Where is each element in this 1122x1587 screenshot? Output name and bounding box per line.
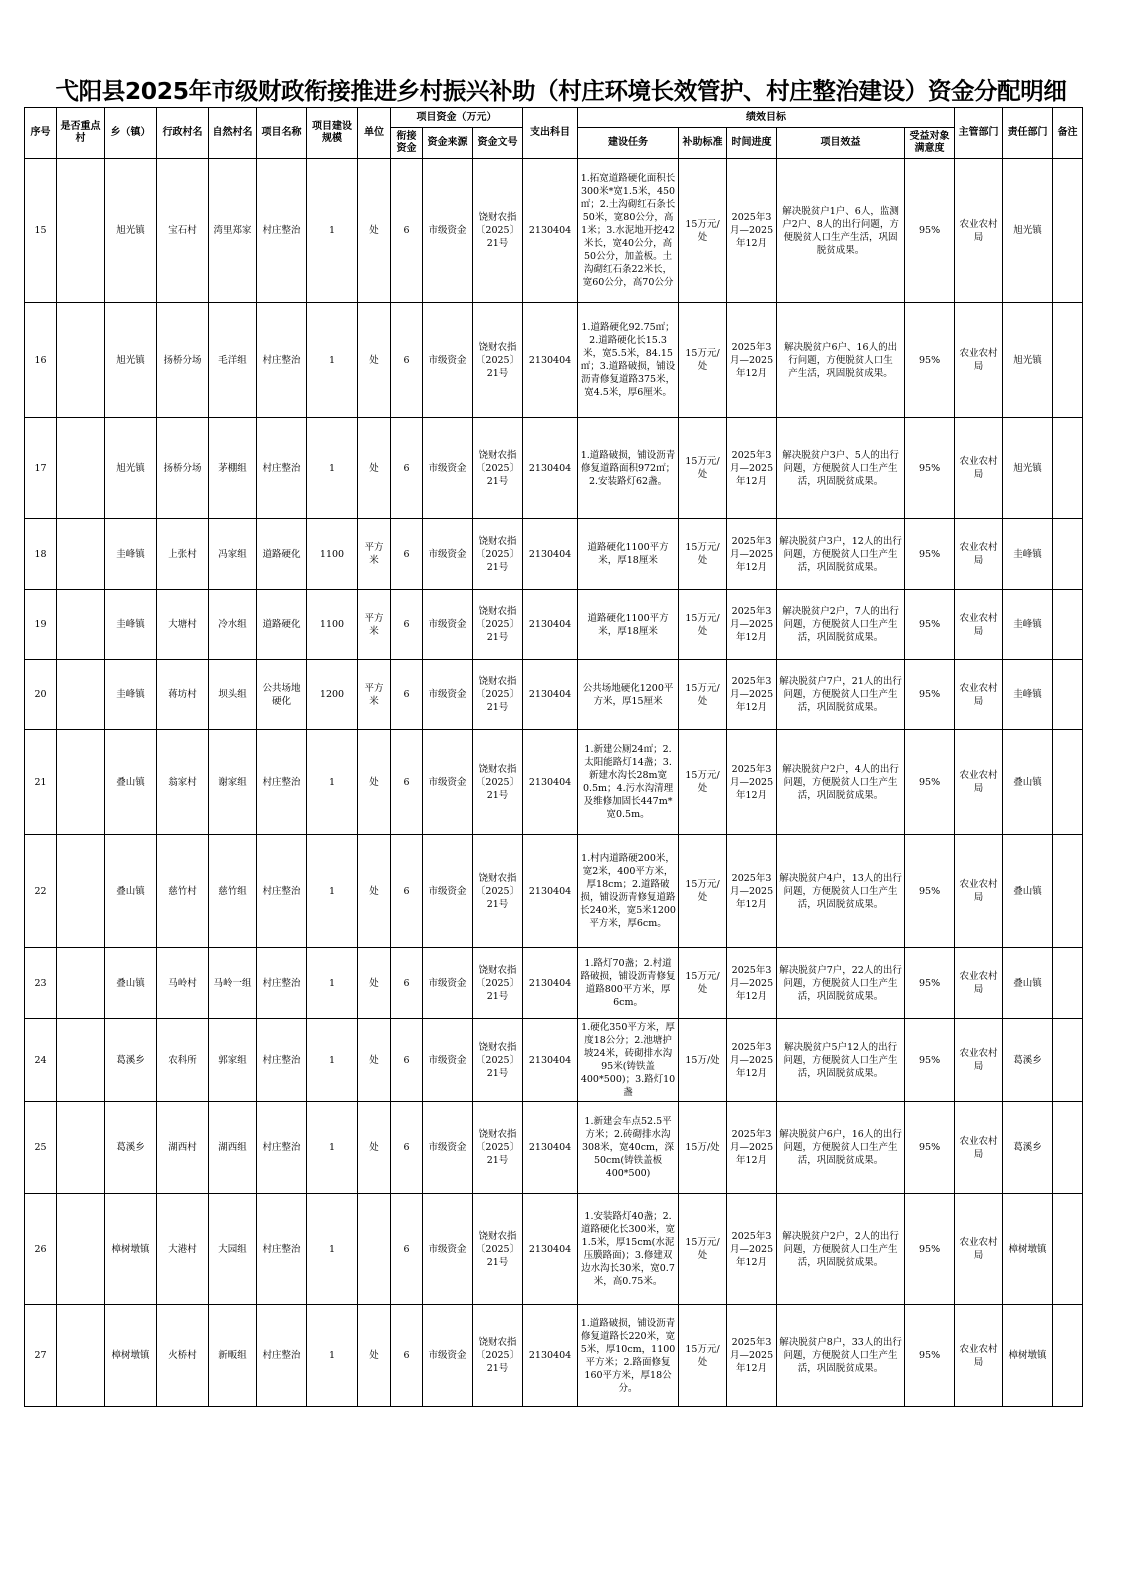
task-cell: 1.新建公厕24㎡；2.太阳能路灯14盏；3.新建水沟长28m宽0.5m；4.污水沟清理及维修加固长447m*宽0.5m。 <box>578 730 679 835</box>
task-cell: 道路硬化1100平方米，厚18厘米 <box>578 590 679 660</box>
admin-village-cell: 扬桥分场 <box>157 418 209 519</box>
resp-cell: 叠山镇 <box>1003 835 1053 948</box>
task-cell: 1.路灯70盏；2.村道路破损，铺设沥青修复道路800平方米，厚6cm。 <box>578 948 679 1019</box>
standard-cell: 15万元/处 <box>679 1194 727 1305</box>
unit-cell: 处 <box>358 1305 391 1407</box>
remark-cell <box>1053 948 1083 1019</box>
remark-cell <box>1053 835 1083 948</box>
natural-village-cell: 谢家组 <box>209 730 257 835</box>
natural-village-cell: 湖西组 <box>209 1102 257 1194</box>
natural-village-cell: 坝头组 <box>209 660 257 730</box>
schedule-cell: 2025年3月—2025年12月 <box>727 948 777 1019</box>
project-name-cell: 村庄整治 <box>257 303 307 418</box>
dept-cell: 农业农村局 <box>955 418 1003 519</box>
funds-source-cell: 市级资金 <box>423 159 473 303</box>
standard-cell: 15万元/处 <box>679 660 727 730</box>
standard-cell: 15万元/处 <box>679 835 727 948</box>
header-task: 建设任务 <box>578 128 679 159</box>
township-cell: 圭峰镇 <box>105 519 157 590</box>
header-funds-group: 项目资金（万元） <box>391 108 523 128</box>
seq-cell: 19 <box>25 590 57 660</box>
resp-cell: 樟树墩镇 <box>1003 1305 1053 1407</box>
key-village-cell <box>57 303 105 418</box>
remark-cell <box>1053 1194 1083 1305</box>
seq-cell: 15 <box>25 159 57 303</box>
remark-cell <box>1053 303 1083 418</box>
township-cell: 圭峰镇 <box>105 660 157 730</box>
resp-cell: 圭峰镇 <box>1003 519 1053 590</box>
satisfaction-cell: 95% <box>905 948 955 1019</box>
standard-cell: 15万元/处 <box>679 948 727 1019</box>
funds-doc-cell: 饶财农指 〔2025〕 21号 <box>473 418 523 519</box>
resp-cell: 圭峰镇 <box>1003 590 1053 660</box>
scale-cell: 1200 <box>307 660 358 730</box>
schedule-cell: 2025年3月—2025年12月 <box>727 159 777 303</box>
dept-cell: 农业农村局 <box>955 1305 1003 1407</box>
admin-village-cell: 大港村 <box>157 1194 209 1305</box>
standard-cell: 15万元/处 <box>679 519 727 590</box>
resp-cell: 樟树墩镇 <box>1003 1194 1053 1305</box>
expense-code-cell: 2130404 <box>523 1305 578 1407</box>
resp-cell: 叠山镇 <box>1003 948 1053 1019</box>
header-unit: 单位 <box>358 108 391 159</box>
natural-village-cell: 大园组 <box>209 1194 257 1305</box>
standard-cell: 15万元/处 <box>679 590 727 660</box>
township-cell: 旭光镇 <box>105 418 157 519</box>
schedule-cell: 2025年3月—2025年12月 <box>727 590 777 660</box>
admin-village-cell: 宝石村 <box>157 159 209 303</box>
funds-source-cell: 市级资金 <box>423 519 473 590</box>
seq-cell: 24 <box>25 1019 57 1102</box>
table-row <box>25 519 1083 590</box>
header-township: 乡（镇） <box>105 108 157 159</box>
project-name-cell: 道路硬化 <box>257 519 307 590</box>
admin-village-cell: 翁家村 <box>157 730 209 835</box>
township-cell: 葛溪乡 <box>105 1019 157 1102</box>
remark-cell <box>1053 1019 1083 1102</box>
funds-source-cell: 市级资金 <box>423 1305 473 1407</box>
table-row <box>25 835 1083 948</box>
key-village-cell <box>57 1019 105 1102</box>
project-name-cell: 村庄整治 <box>257 1194 307 1305</box>
funds-doc-cell: 饶财农指 〔2025〕 21号 <box>473 948 523 1019</box>
township-cell: 旭光镇 <box>105 159 157 303</box>
project-name-cell: 村庄整治 <box>257 730 307 835</box>
natural-village-cell: 郭家组 <box>209 1019 257 1102</box>
satisfaction-cell: 95% <box>905 159 955 303</box>
township-cell: 旭光镇 <box>105 303 157 418</box>
funds-source-cell: 市级资金 <box>423 660 473 730</box>
standard-cell: 15万/处 <box>679 1019 727 1102</box>
header-scale: 项目建设规模 <box>307 108 358 159</box>
schedule-cell: 2025年3月—2025年12月 <box>727 303 777 418</box>
table-row <box>25 418 1083 519</box>
natural-village-cell: 冯家组 <box>209 519 257 590</box>
resp-cell: 圭峰镇 <box>1003 660 1053 730</box>
expense-code-cell: 2130404 <box>523 1194 578 1305</box>
admin-village-cell: 农科所 <box>157 1019 209 1102</box>
expense-code-cell: 2130404 <box>523 418 578 519</box>
header-project-name: 项目名称 <box>257 108 307 159</box>
natural-village-cell: 慈竹组 <box>209 835 257 948</box>
header-perf-group: 绩效目标 <box>578 108 955 128</box>
funds-amount-cell: 6 <box>391 1194 423 1305</box>
funds-source-cell: 市级资金 <box>423 590 473 660</box>
funds-doc-cell: 饶财农指 〔2025〕 21号 <box>473 835 523 948</box>
scale-cell: 1 <box>307 948 358 1019</box>
benefit-cell: 解决脱贫户3户、5人的出行 问题，方便脱贫人口生产生 活，巩固脱贫成果。 <box>777 418 905 519</box>
funds-doc-cell: 饶财农指 〔2025〕 21号 <box>473 159 523 303</box>
project-name-cell: 村庄整治 <box>257 835 307 948</box>
header-benefit: 项目效益 <box>777 128 905 159</box>
standard-cell: 15万/处 <box>679 1102 727 1194</box>
resp-cell: 旭光镇 <box>1003 303 1053 418</box>
task-cell: 道路硬化1100平方米，厚18厘米 <box>578 519 679 590</box>
header-key-village: 是否重点村 <box>57 108 105 159</box>
expense-code-cell: 2130404 <box>523 835 578 948</box>
benefit-cell: 解决脱贫户4户，13人的出行 问题，方便脱贫人口生产生 活，巩固脱贫成果。 <box>777 835 905 948</box>
dept-cell: 农业农村局 <box>955 1102 1003 1194</box>
expense-code-cell: 2130404 <box>523 1019 578 1102</box>
expense-code-cell: 2130404 <box>523 660 578 730</box>
benefit-cell: 解决脱贫户2户，4人的出行 问题，方便脱贫人口生产生 活，巩固脱贫成果。 <box>777 730 905 835</box>
funds-source-cell: 市级资金 <box>423 303 473 418</box>
unit-cell <box>358 1194 391 1305</box>
benefit-cell: 解决脱贫户1户、6人，监测 户2户、8人的出行问题，方 便脱贫人口生产生活，巩固 脱贫成果。 <box>777 159 905 303</box>
project-name-cell: 村庄整治 <box>257 159 307 303</box>
table-row <box>25 730 1083 835</box>
schedule-cell: 2025年3月—2025年12月 <box>727 835 777 948</box>
admin-village-cell: 湖西村 <box>157 1102 209 1194</box>
task-cell: 1.道路硬化92.75㎡；2.道路硬化长15.3米，宽5.5米，84.15㎡；3.道路破损，铺设沥青修复道路375米，宽4.5米，厚6厘米。 <box>578 303 679 418</box>
unit-cell: 处 <box>358 1102 391 1194</box>
header-natural-village: 自然村名 <box>209 108 257 159</box>
funds-source-cell: 市级资金 <box>423 835 473 948</box>
township-cell: 樟树墩镇 <box>105 1305 157 1407</box>
remark-cell <box>1053 730 1083 835</box>
benefit-cell: 解决脱贫户6户、16人的出 行问题，方便脱贫人口生 产生活，巩固脱贫成果。 <box>777 303 905 418</box>
benefit-cell: 解决脱贫户2户，2人的出行 问题，方便脱贫人口生产生 活，巩固脱贫成果。 <box>777 1194 905 1305</box>
table-row <box>25 1305 1083 1407</box>
scale-cell: 1 <box>307 1102 358 1194</box>
benefit-cell: 解决脱贫户8户，33人的出行 问题，方便脱贫人口生产生 活，巩固脱贫成果。 <box>777 1305 905 1407</box>
funds-amount-cell: 6 <box>391 948 423 1019</box>
dept-cell: 农业农村局 <box>955 1019 1003 1102</box>
scale-cell: 1 <box>307 1019 358 1102</box>
schedule-cell: 2025年3月—2025年12月 <box>727 418 777 519</box>
funds-source-cell: 市级资金 <box>423 948 473 1019</box>
table-row <box>25 660 1083 730</box>
dept-cell: 农业农村局 <box>955 660 1003 730</box>
funds-amount-cell: 6 <box>391 730 423 835</box>
task-cell: 1.新建会车点52.5平方米；2.砖砌排水沟308米，宽40cm，深50cm(铸铁盖板400*500) <box>578 1102 679 1194</box>
header-expense-code: 支出科目 <box>523 108 578 159</box>
admin-village-cell: 蒋坊村 <box>157 660 209 730</box>
funds-amount-cell: 6 <box>391 519 423 590</box>
table-row <box>25 948 1083 1019</box>
funds-doc-cell: 饶财农指 〔2025〕 21号 <box>473 1019 523 1102</box>
dept-cell: 农业农村局 <box>955 303 1003 418</box>
resp-cell: 葛溪乡 <box>1003 1019 1053 1102</box>
satisfaction-cell: 95% <box>905 1194 955 1305</box>
funds-doc-cell: 饶财农指 〔2025〕 21号 <box>473 660 523 730</box>
satisfaction-cell: 95% <box>905 660 955 730</box>
header-seq: 序号 <box>25 108 57 159</box>
header-schedule: 时间进度 <box>727 128 777 159</box>
remark-cell <box>1053 519 1083 590</box>
resp-cell: 旭光镇 <box>1003 159 1053 303</box>
satisfaction-cell: 95% <box>905 418 955 519</box>
key-village-cell <box>57 159 105 303</box>
benefit-cell: 解决脱贫户5户12人的出行 问题，方便脱贫人口生产生 活，巩固脱贫成果。 <box>777 1019 905 1102</box>
header-funds-amount: 衔接资金 <box>391 128 423 159</box>
funds-doc-cell: 饶财农指 〔2025〕 21号 <box>473 590 523 660</box>
expense-code-cell: 2130404 <box>523 1102 578 1194</box>
header-funds-source: 资金来源 <box>423 128 473 159</box>
seq-cell: 21 <box>25 730 57 835</box>
schedule-cell: 2025年3月—2025年12月 <box>727 1019 777 1102</box>
resp-cell: 葛溪乡 <box>1003 1102 1053 1194</box>
natural-village-cell: 毛洋组 <box>209 303 257 418</box>
allocation-table <box>24 107 1083 1407</box>
scale-cell: 1 <box>307 835 358 948</box>
expense-code-cell: 2130404 <box>523 303 578 418</box>
funds-amount-cell: 6 <box>391 1102 423 1194</box>
dept-cell: 农业农村局 <box>955 159 1003 303</box>
funds-doc-cell: 饶财农指 〔2025〕 21号 <box>473 1194 523 1305</box>
task-cell: 1.拓宽道路硬化面积长300米*宽1.5米，450㎡；2.土沟砌红石条长50米，宽80公分，高1米；3.水泥地开挖42米长，宽40公分，高50公分，加盖板。土沟砌红石条22米长，宽60公分，高70公分 <box>578 159 679 303</box>
remark-cell <box>1053 590 1083 660</box>
task-cell: 1.道路破损，铺设沥青修复道路长220米，宽5米，厚10cm，1100平方米；2.路面修复160平方米，厚18公分。 <box>578 1305 679 1407</box>
header-resp: 责任部门 <box>1003 108 1053 159</box>
expense-code-cell: 2130404 <box>523 590 578 660</box>
funds-amount-cell: 6 <box>391 159 423 303</box>
seq-cell: 16 <box>25 303 57 418</box>
schedule-cell: 2025年3月—2025年12月 <box>727 1305 777 1407</box>
table-row <box>25 1102 1083 1194</box>
task-cell: 1.安装路灯40盏；2.道路硬化长300米，宽1.5米，厚15cm(水泥压膜路面)；3.修建双边水沟长30米，宽0.7米，高0.75米。 <box>578 1194 679 1305</box>
funds-source-cell: 市级资金 <box>423 730 473 835</box>
seq-cell: 27 <box>25 1305 57 1407</box>
project-name-cell: 村庄整治 <box>257 418 307 519</box>
unit-cell: 处 <box>358 948 391 1019</box>
seq-cell: 25 <box>25 1102 57 1194</box>
scale-cell: 1 <box>307 159 358 303</box>
schedule-cell: 2025年3月—2025年12月 <box>727 1194 777 1305</box>
scale-cell: 1 <box>307 730 358 835</box>
benefit-cell: 解决脱贫户6户，16人的出行 问题，方便脱贫人口生产生 活，巩固脱贫成果。 <box>777 1102 905 1194</box>
unit-cell: 平方米 <box>358 590 391 660</box>
page-title: 弋阳县2025年市级财政衔接推进乡村振兴补助（村庄环境长效管护、村庄整治建设）资金分配明细 <box>55 77 1067 105</box>
natural-village-cell: 湾里郑家 <box>209 159 257 303</box>
table-row <box>25 303 1083 418</box>
key-village-cell <box>57 660 105 730</box>
project-name-cell: 道路硬化 <box>257 590 307 660</box>
standard-cell: 15万元/处 <box>679 730 727 835</box>
project-name-cell: 公共场地硬化 <box>257 660 307 730</box>
schedule-cell: 2025年3月—2025年12月 <box>727 730 777 835</box>
natural-village-cell: 冷水组 <box>209 590 257 660</box>
township-cell: 叠山镇 <box>105 948 157 1019</box>
funds-amount-cell: 6 <box>391 835 423 948</box>
scale-cell: 1100 <box>307 519 358 590</box>
schedule-cell: 2025年3月—2025年12月 <box>727 519 777 590</box>
benefit-cell: 解决脱贫户7户，22人的出行 问题，方便脱贫人口生产生 活，巩固脱贫成果。 <box>777 948 905 1019</box>
satisfaction-cell: 95% <box>905 835 955 948</box>
task-cell: 1.村内道路硬200米，宽2米，400平方米，厚18cm；2.道路破损，铺设沥青修复道路长240米，宽5米1200平方米，厚6cm。 <box>578 835 679 948</box>
task-cell: 1.道路破损，铺设沥青修复道路面积972㎡；2.安装路灯62盏。 <box>578 418 679 519</box>
funds-doc-cell: 饶财农指 〔2025〕 21号 <box>473 519 523 590</box>
unit-cell: 处 <box>358 835 391 948</box>
schedule-cell: 2025年3月—2025年12月 <box>727 1102 777 1194</box>
benefit-cell: 解决脱贫户2户，7人的出行 问题，方便脱贫人口生产生 活，巩固脱贫成果。 <box>777 590 905 660</box>
seq-cell: 17 <box>25 418 57 519</box>
key-village-cell <box>57 418 105 519</box>
task-cell: 公共场地硬化1200平方米，厚15厘米 <box>578 660 679 730</box>
scale-cell: 1 <box>307 418 358 519</box>
scale-cell: 1 <box>307 303 358 418</box>
header-standard: 补助标准 <box>679 128 727 159</box>
seq-cell: 18 <box>25 519 57 590</box>
project-name-cell: 村庄整治 <box>257 948 307 1019</box>
remark-cell <box>1053 1102 1083 1194</box>
table-row <box>25 590 1083 660</box>
resp-cell: 叠山镇 <box>1003 730 1053 835</box>
header-dept: 主管部门 <box>955 108 1003 159</box>
header-admin-village: 行政村名 <box>157 108 209 159</box>
funds-amount-cell: 6 <box>391 1305 423 1407</box>
scale-cell: 1 <box>307 1305 358 1407</box>
funds-amount-cell: 6 <box>391 660 423 730</box>
natural-village-cell: 茅棚组 <box>209 418 257 519</box>
dept-cell: 农业农村局 <box>955 519 1003 590</box>
unit-cell: 处 <box>358 159 391 303</box>
remark-cell <box>1053 660 1083 730</box>
funds-source-cell: 市级资金 <box>423 418 473 519</box>
standard-cell: 15万元/处 <box>679 159 727 303</box>
seq-cell: 20 <box>25 660 57 730</box>
funds-amount-cell: 6 <box>391 303 423 418</box>
township-cell: 圭峰镇 <box>105 590 157 660</box>
township-cell: 葛溪乡 <box>105 1102 157 1194</box>
seq-cell: 26 <box>25 1194 57 1305</box>
expense-code-cell: 2130404 <box>523 730 578 835</box>
funds-doc-cell: 饶财农指 〔2025〕 21号 <box>473 303 523 418</box>
table-row <box>25 1019 1083 1102</box>
key-village-cell <box>57 835 105 948</box>
expense-code-cell: 2130404 <box>523 519 578 590</box>
admin-village-cell: 慈竹村 <box>157 835 209 948</box>
dept-cell: 农业农村局 <box>955 835 1003 948</box>
standard-cell: 15万元/处 <box>679 1305 727 1407</box>
natural-village-cell: 新畈组 <box>209 1305 257 1407</box>
admin-village-cell: 上张村 <box>157 519 209 590</box>
header-funds-doc: 资金文号 <box>473 128 523 159</box>
key-village-cell <box>57 730 105 835</box>
benefit-cell: 解决脱贫户3户，12人的出行 问题，方便脱贫人口生产生 活，巩固脱贫成果。 <box>777 519 905 590</box>
satisfaction-cell: 95% <box>905 1305 955 1407</box>
satisfaction-cell: 95% <box>905 590 955 660</box>
expense-code-cell: 2130404 <box>523 159 578 303</box>
key-village-cell <box>57 1194 105 1305</box>
dept-cell: 农业农村局 <box>955 1194 1003 1305</box>
benefit-cell: 解决脱贫户7户，21人的出行 问题，方便脱贫人口生产生 活，巩固脱贫成果。 <box>777 660 905 730</box>
project-name-cell: 村庄整治 <box>257 1305 307 1407</box>
remark-cell <box>1053 418 1083 519</box>
scale-cell: 1100 <box>307 590 358 660</box>
seq-cell: 22 <box>25 835 57 948</box>
admin-village-cell: 火桥村 <box>157 1305 209 1407</box>
remark-cell <box>1053 1305 1083 1407</box>
funds-source-cell: 市级资金 <box>423 1194 473 1305</box>
satisfaction-cell: 95% <box>905 1102 955 1194</box>
table-body <box>25 159 1083 1407</box>
dept-cell: 农业农村局 <box>955 590 1003 660</box>
table-row <box>25 159 1083 303</box>
funds-amount-cell: 6 <box>391 590 423 660</box>
task-cell: 1.硬化350平方米，厚度18公分；2.池塘护坡24米，砖砌排水沟95米(铸铁盖400*500)；3.路灯10盏 <box>578 1019 679 1102</box>
header-satisfaction: 受益对象满意度 <box>905 128 955 159</box>
standard-cell: 15万元/处 <box>679 303 727 418</box>
expense-code-cell: 2130404 <box>523 948 578 1019</box>
funds-amount-cell: 6 <box>391 418 423 519</box>
resp-cell: 旭光镇 <box>1003 418 1053 519</box>
funds-amount-cell: 6 <box>391 1019 423 1102</box>
funds-doc-cell: 饶财农指 〔2025〕 21号 <box>473 730 523 835</box>
funds-doc-cell: 饶财农指 〔2025〕 21号 <box>473 1102 523 1194</box>
header-remark: 备注 <box>1053 108 1083 159</box>
remark-cell <box>1053 159 1083 303</box>
project-name-cell: 村庄整治 <box>257 1102 307 1194</box>
key-village-cell <box>57 1102 105 1194</box>
satisfaction-cell: 95% <box>905 730 955 835</box>
key-village-cell <box>57 590 105 660</box>
satisfaction-cell: 95% <box>905 519 955 590</box>
schedule-cell: 2025年3月—2025年12月 <box>727 660 777 730</box>
admin-village-cell: 扬桥分场 <box>157 303 209 418</box>
natural-village-cell: 马岭一组 <box>209 948 257 1019</box>
admin-village-cell: 马岭村 <box>157 948 209 1019</box>
unit-cell: 处 <box>358 1019 391 1102</box>
admin-village-cell: 大塘村 <box>157 590 209 660</box>
key-village-cell <box>57 519 105 590</box>
funds-doc-cell: 饶财农指 〔2025〕 21号 <box>473 1305 523 1407</box>
seq-cell: 23 <box>25 948 57 1019</box>
standard-cell: 15万元/处 <box>679 418 727 519</box>
unit-cell: 平方米 <box>358 519 391 590</box>
key-village-cell <box>57 1305 105 1407</box>
funds-source-cell: 市级资金 <box>423 1019 473 1102</box>
satisfaction-cell: 95% <box>905 1019 955 1102</box>
unit-cell: 处 <box>358 730 391 835</box>
project-name-cell: 村庄整治 <box>257 1019 307 1102</box>
funds-source-cell: 市级资金 <box>423 1102 473 1194</box>
satisfaction-cell: 95% <box>905 303 955 418</box>
table-row <box>25 1194 1083 1305</box>
unit-cell: 平方米 <box>358 660 391 730</box>
unit-cell: 处 <box>358 303 391 418</box>
dept-cell: 农业农村局 <box>955 730 1003 835</box>
scale-cell: 1 <box>307 1194 358 1305</box>
township-cell: 叠山镇 <box>105 730 157 835</box>
key-village-cell <box>57 948 105 1019</box>
township-cell: 樟树墩镇 <box>105 1194 157 1305</box>
township-cell: 叠山镇 <box>105 835 157 948</box>
dept-cell: 农业农村局 <box>955 948 1003 1019</box>
unit-cell: 处 <box>358 418 391 519</box>
